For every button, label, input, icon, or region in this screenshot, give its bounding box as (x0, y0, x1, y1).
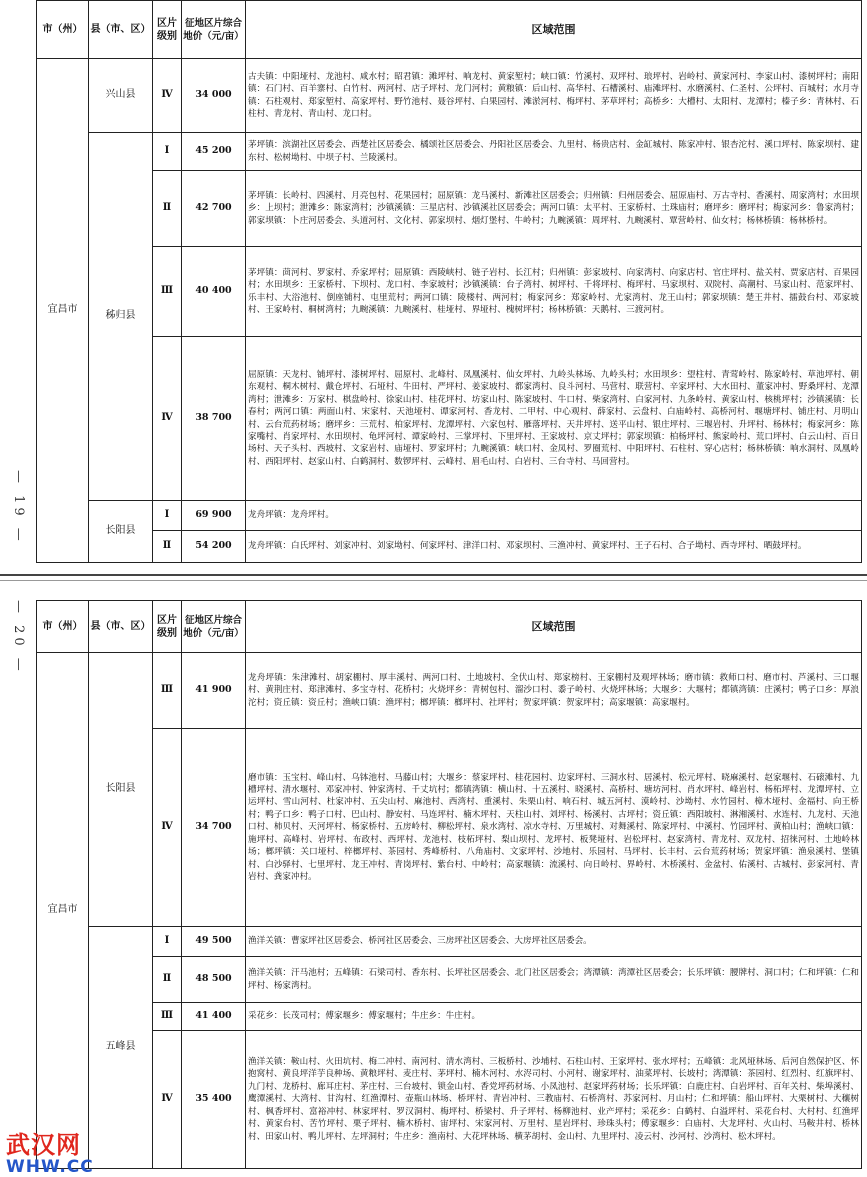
header-county: 县（市、区） (89, 601, 153, 653)
page-number: — 20 — (11, 600, 26, 675)
level-cell: Ⅱ (153, 957, 182, 1003)
table-row (37, 653, 862, 729)
land-price-table (36, 600, 862, 1169)
header-range: 区域范围 (246, 601, 862, 653)
document-page-20 (0, 590, 867, 1176)
price-cell: 35 400 (182, 1031, 246, 1169)
price-cell: 38 700 (182, 337, 246, 501)
document-page-19 (0, 0, 867, 566)
level-cell: Ⅳ (153, 59, 182, 133)
level-cell: Ⅳ (153, 729, 182, 927)
county-cell: 长阳县 (89, 653, 153, 927)
table-row (37, 957, 862, 1003)
level-cell: Ⅳ (153, 337, 182, 501)
table-row (37, 247, 862, 337)
level-cell: Ⅰ (153, 133, 182, 171)
table-row (37, 1031, 862, 1169)
table-row (37, 133, 862, 171)
price-cell: 34 000 (182, 59, 246, 133)
range-cell: 茅坪镇：长岭村、四溪村、月亮包村、花果园村；屈原镇：龙马溪村、新滩社区居委会；归州镇：归州居委会、屈原庙村、万古寺村、香溪村、周家湾村；水田坝乡：上坝村；泄滩乡：陈家湾村；沙镇溪镇：三星店村、沙镇溪社区居委会；两河口镇：太平村、王家桥村、土珠庙村；磨坪乡：磨坪村；梅家河乡：鲁家湾村；郭家坝镇：卜庄河居委会、头道河村、文化村、郭家坝村、烟灯堡村、牛岭村；九畹溪镇：周坪村、九畹溪村、覃营岭村、仙女村；杨林桥镇：杨林桥村。 (246, 171, 862, 247)
level-cell: Ⅱ (153, 531, 182, 563)
price-cell: 42 700 (182, 171, 246, 247)
range-cell: 采花乡：长茂司村；傅家堰乡：傅家堰村；牛庄乡：牛庄村。 (246, 1003, 862, 1031)
watermark-cn: 武汉网 (6, 1131, 81, 1159)
city-cell: 宜昌市 (37, 59, 89, 563)
header-county: 县（市、区） (89, 1, 153, 59)
range-cell: 磨市镇：玉宝村、峰山村、乌钵池村、马藤山村；大堰乡：蔡家坪村、桂花园村、边家坪村、三洞水村、居溪村、松元坪村、晓麻溪村、赵家堰村、石磙滩村、九槽坪村、清水堰村、邓家冲村、钟家湾村、千丈坑村；都镇湾镇：横山村、十五溪村、晓溪村、高桥村、塘坊河村、肖水坪村、峰岩村、杨柘坪村、龙潭坪村、立运坪村、雪山河村、杜家冲村、五尖山村、麻池村、西湾村、重溪村、朱栗山村、响石村、城五河村、漠岭村、沙坳村、水竹园村、樟木垭村、金福村、向王桥村；鸭子口乡：鸭子口村、巴山村、静安村、马连坪村、楠木坪村、天柱山村、刘坪村、杨溪村、古坪村；资丘镇：西阳坡村、淋湘溪村、水连村、九龙村、天池口村、柿贝村、天河坪村、杨家桥村、五房岭村、柳松坪村、泉水湾村、凉水寺村、万里城村、对舞溪村、陈家坪村、中溪村、竹园坪村、黄柏山村；渔峡口镇：施坪村、高峰村、岩坪村、布政村、西坪村、龙池村、枝柘坪村、梨山坝村、龙坪村、板凳垭村、岩松坪村、赵家湾村、青龙村、双龙村、招徕河村、土地岭林场；榔坪镇：关口垭村、梓榔坪村、茶园村、秀峰桥村、八角庙村、文家坪村、沙地村、乐园村、马坪村、长丰村、云台荒药材场；贺家坪镇：渔泉溪村、堡镇村、白沙驿村、七里坪村、龙王冲村、青岗坪村、紫台村、中岭村；高家堰镇：流溪村、向日岭村、界岭村、木桥溪村、金盆村、佑溪村、古城村、彭家河村、青岩村、龚家冲村。 (246, 729, 862, 927)
land-price-table (36, 0, 862, 563)
header-price: 征地区片综合地价（元/亩） (182, 601, 246, 653)
table-row (37, 729, 862, 927)
level-cell: Ⅳ (153, 1031, 182, 1169)
level-cell: Ⅱ (153, 171, 182, 247)
level-cell: Ⅲ (153, 1003, 182, 1031)
watermark-en: WHW.CC (6, 1157, 94, 1177)
level-cell: Ⅰ (153, 501, 182, 531)
range-cell: 渔洋关镇：曹家坪社区居委会、桥河社区居委会、三房坪社区居委会、大房坪社区居委会。 (246, 927, 862, 957)
table-row (37, 1003, 862, 1031)
header-level: 区片级别 (153, 1, 182, 59)
table-row (37, 337, 862, 501)
header-city: 市（州） (37, 601, 89, 653)
price-cell: 48 500 (182, 957, 246, 1003)
price-cell: 45 200 (182, 133, 246, 171)
header-price: 征地区片综合地价（元/亩） (182, 1, 246, 59)
header-range: 区域范围 (246, 1, 862, 59)
county-cell: 秭归县 (89, 133, 153, 501)
price-cell: 41 900 (182, 653, 246, 729)
table-row (37, 927, 862, 957)
page-separator (0, 566, 867, 590)
price-cell: 54 200 (182, 531, 246, 563)
table-header-row (37, 601, 862, 653)
site-watermark (6, 1132, 121, 1176)
price-cell: 41 400 (182, 1003, 246, 1031)
table-row (37, 59, 862, 133)
range-cell: 渔洋关镇：鞍山村、火田坑村、梅二冲村、南河村、清水湾村、三板桥村、沙埔村、石柱山村、王家坪村、张水坪村；五峰镇：北风垭林场、后河自然保护区、怀抱窝村、黄良坪洋芋良种场、黄粮坪村、麦庄村、茅坪村、楠木河村、水浕司村、小河村、谢家坪村、油菜坪村、长坡村；湾潭镇：茶园村、红烈村、红旗坪村、九门村、龙桥村、廊耳庄村、茅庄村、三台坡村、锁金山村、香党坪药材场、小凤池村、赵家坪药材场；长乐坪镇：白鹿庄村、白岩坪村、百年关村、柴埠溪村、鹰潭溪村、大湾村、甘沟村、红渔潭村、壶瓶山林场、桥坪村、青岩冲村、三教庙村、石桥湾村、苏家河村、月山村；仁和坪镇：船山坪村、大栗树村、大穰树村、枫香坪村、富裕冲村、林家坪村、罗汉洞村、梅坪村、桥梁村、升子坪村、杨柳池村、业产坪村；采花乡：白鹤村、白溢坪村、采花台村、大村村、红渔坪村、黄家台村、苦竹坪村、栗子坪村、楠木桥村、宙坪村、宋家河村、万里村、星岩坪村、珍珠头村；傅家堰乡：白庙村、大龙坪村、火山村、马鞍井村、桥林村、田家山村、鸭儿坪村、左坪洞村；牛庄乡：渔南村、大花坪林场、横茅胡村、金山村、九里坪村、凌云村、沙河村、沙湾村、松木坪村。 (246, 1031, 862, 1169)
county-cell: 兴山县 (89, 59, 153, 133)
level-cell: Ⅲ (153, 247, 182, 337)
range-cell: 屈原镇：天龙村、铺坪村、漆树坪村、屈原村、北峰村、凤凰溪村、仙女坪村、九岭头林场、九岭头村；水田坝乡：望柱村、青莺岭村、陈家岭村、草池坪村、朝东观村、桐木树村、戴仓坪村、石垭村、牛田村、严坪村、姜家坡村、都家湾村、良斗河村、马营村、联营村、辛家坪村、大水田村、董家冲村、野桑坪村、龙潭湾村；泄滩乡：万家村、棋盘岭村、徐家山村、桂花坪村、坊家山村、陈家坡村、牛口村、柴家湾村、白家河村、九条岭村、黄家山村、核桃坪村；沙镇溪镇：长春村；两河口镇：两面山村、宋家村、天池垭村、谭家河村、香龙村、二甲村、中心观村、薛家村、云盘村、白庙岭村、高桥河村、堰塘坪村、铺庄村、月明山村、云台荒药材场；磨坪乡：三荒村、柏家坪村、龙潭坪村、六家包村、雁落坪村、天井坪村、送平山村、银庄坪村、三堰岩村、升坪村、杨林村；梅家河乡：陈家嘴村、肖家坪村、水田坝村、龟坪河村、谭家岭村、三掌坪村、下里坪村、王家坡村、京丈坪村；郭家坝镇：柏杨坪村、熊家岭村、荒口坪村、白云山村、百日场村、天子头村、西坡村、文家岩村、庙垭村、罗家坪村；九畹溪镇：峡口村、金凤村、罗圈荒村、中阳坪村、石柱村、穿心店村；杨林桥镇：响水洞村、凤凰岭村、西阳坪村、赵家山村、白鹤洞村、数锣坪村、云峰村、眉毛山村、白岩村、三台寺村、马回营村。 (246, 337, 862, 501)
table-row (37, 531, 862, 563)
table-row (37, 171, 862, 247)
range-cell: 渔洋关镇：汗马池村；五峰镇：石梁司村、香东村、长坪社区居委会、北门社区居委会；湾潭镇：湾潭社区居委会；长乐坪镇：腰牌村、洞口村；仁和坪镇：仁和坪村、杨家湾村。 (246, 957, 862, 1003)
table-row (37, 501, 862, 531)
price-cell: 69 900 (182, 501, 246, 531)
range-cell: 龙舟坪镇：白氏坪村、刘家冲村、刘家坳村、何家坪村、津洋口村、邓家坝村、三渔冲村、黄家坪村、王子石村、合子坳村、西寺坪村、晒鼓坪村。 (246, 531, 862, 563)
price-cell: 34 700 (182, 729, 246, 927)
range-cell: 茅坪镇：茴河村、罗家村、乔家坪村；屈原镇：西陵峡村、链子岩村、长江村；归州镇：彭家坡村、向家湾村、向家店村、官庄坪村、盐关村、贾家店村、百果园村；水田坝乡：王家桥村、下坝村、龙口村、李家坡村；沙镇溪镇：台子湾村、树坪村、千将坪村、梅坪村、马家坝村、双院村、高潮村、马家山村、范家坪村、乐丰村、大浴池村、倒座铺村、屯里荒村；两河口镇：陵楼村、两河村；梅家河乡：郑家岭村、尤家湾村、龙王山村；郭家坝镇：楚王井村、擂鼓台村、邓家坡村、王家岭村、桐树湾村；九畹溪镇：九畹溪村、桂垭村、界垭村、槐树坪村；杨林桥镇：天鹅村、三渡河村。 (246, 247, 862, 337)
header-level: 区片级别 (153, 601, 182, 653)
county-cell: 长阳县 (89, 501, 153, 563)
level-cell: Ⅲ (153, 653, 182, 729)
range-cell: 龙舟坪镇：朱津滩村、胡家棚村、厚丰溪村、两河口村、土地坡村、全伏山村、郑家榜村、王家棚村及观坪林场；磨市镇：救师口村、磨市村、芦溪村、三口堰村、黄荆庄村、郑津滩村、多宝寺村、花桥村；火烧坪乡：青树包村、溜沙口村、黍子岭村、火烧坪林场；大堰乡：大堰村；都镇湾镇：庄溪村；鸭子口乡：厚浪沱村；资丘镇：资丘村；渔峡口镇：渔坪村；榔坪镇：榔坪村、社坪村；贺家坪镇：贺家坪村；高家堰镇：高家堰村。 (246, 653, 862, 729)
range-cell: 茅坪镇：滨湖社区居委会、西楚社区居委会、橘颂社区居委会、丹阳社区居委会、九里村、杨贵店村、金缸城村、陈家冲村、银杏沱村、溪口坪村、陈家坝村、建东村、松树坳村、中坝子村、兰陵溪村。 (246, 133, 862, 171)
price-cell: 49 500 (182, 927, 246, 957)
page-number: — 19 — (11, 470, 26, 545)
table-header-row (37, 1, 862, 59)
range-cell: 龙舟坪镇：龙舟坪村。 (246, 501, 862, 531)
range-cell: 古夫镇：中阳垭村、龙池村、咸水村；昭君镇：滩坪村、响龙村、黄家堑村；峡口镇：竹溪村、双坪村、琅坪村、岩岭村、黄家河村、李家山村、漆树坪村；南阳镇：石门村、百羊寨村、白竹村、两河村、店子坪村、龙门河村；黄粮镇：后山村、高华村、石槽溪村、庙滩坪村、水磨溪村、仁圣村、公坪村、百城村；水月寺镇：石柱观村、郑家堑村、高家坪村、野竹池村、聂谷坪村、白果园村、滩淤河村、梅坪村、茅草坪村；高桥乡：大槽村、太阳村、龙潭村；榛子乡：青林村、石柱村、青龙村、青山村、龙口村。 (246, 59, 862, 133)
level-cell: Ⅰ (153, 927, 182, 957)
city-cell: 宜昌市 (37, 653, 89, 1169)
county-cell: 五峰县 (89, 927, 153, 1169)
header-city: 市（州） (37, 1, 89, 59)
price-cell: 40 400 (182, 247, 246, 337)
